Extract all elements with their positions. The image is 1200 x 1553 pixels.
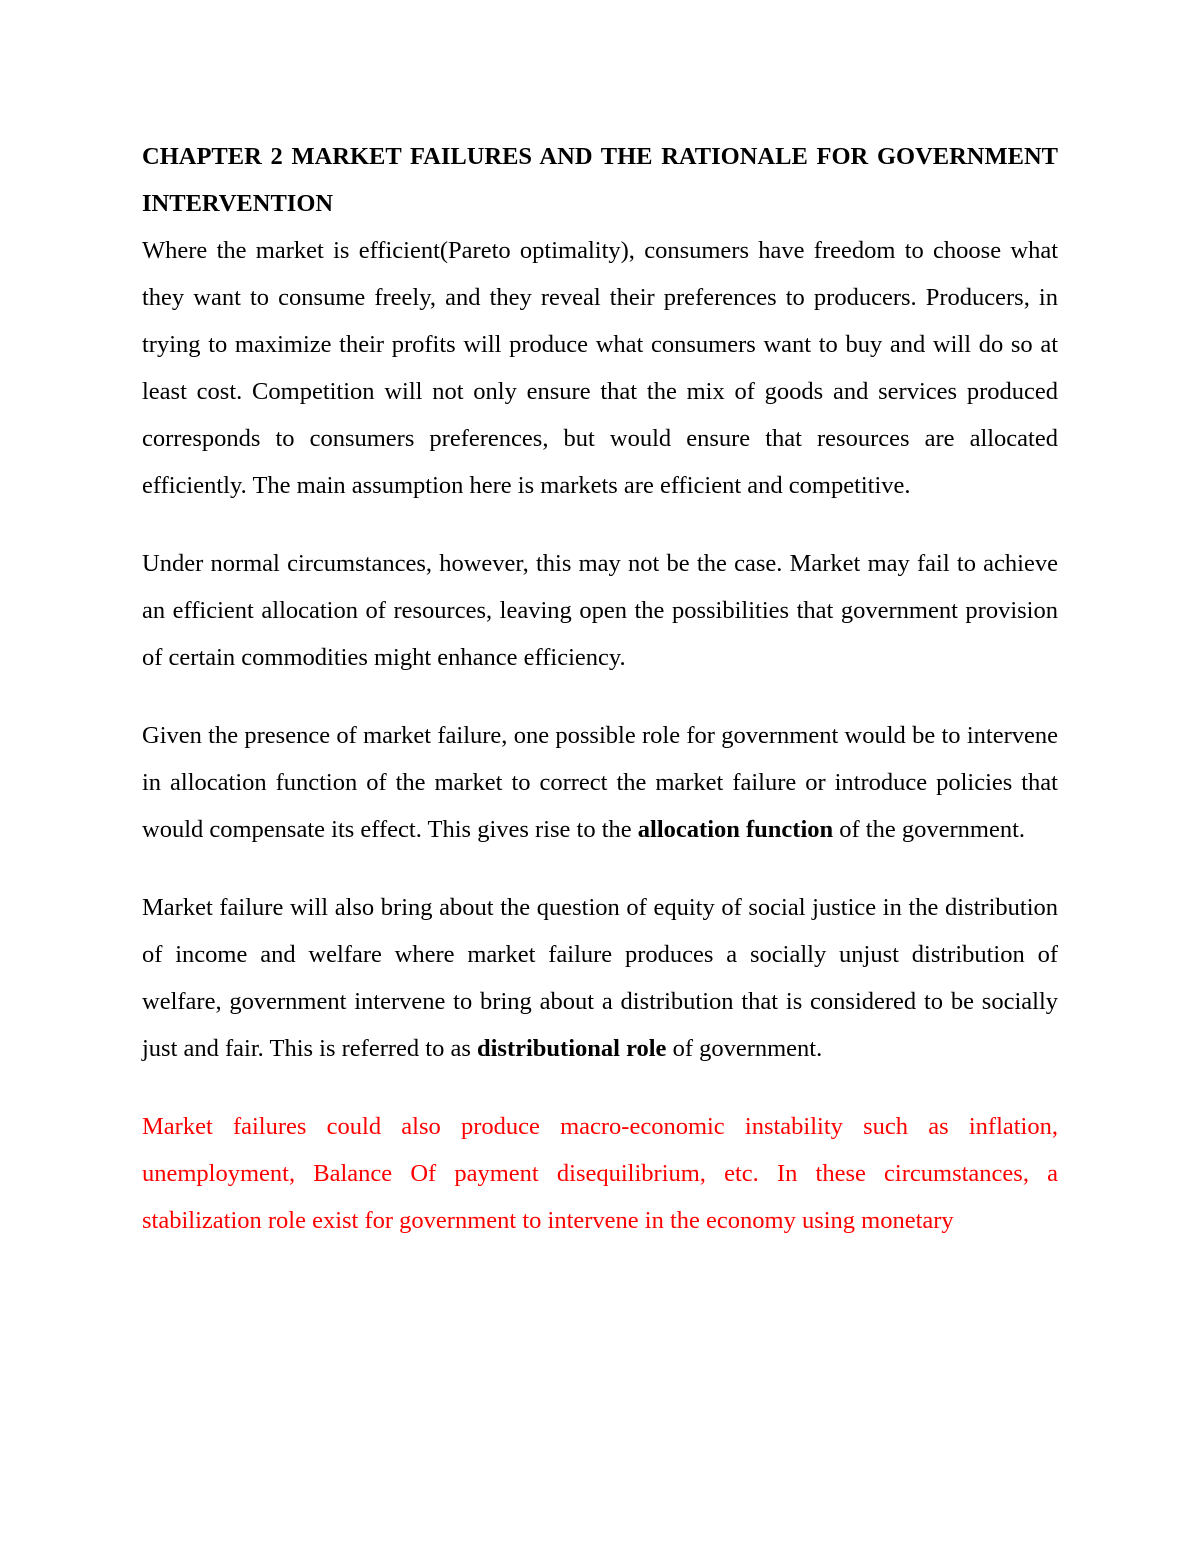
- allocation-function-term: allocation function: [637, 816, 834, 843]
- document-page: [142, 133, 1058, 1244]
- paragraph-stabilization-role: Market failures could also produce macro-economic instability such as inflation, unemployment, Balance Of payment disequilibrium, etc. In these circumstances, a stabilization role exist for government to intervene in the economy using monetary: [142, 1113, 1058, 1234]
- allocation-text-before: Given the presence of market failure, one possible role for government would be to intervene in allocation function of the market to correct the market failure or introduce policies that would compensate its effect. This gives rise to the: [142, 722, 1058, 843]
- distribution-text-before: Market failure will also bring about the question of equity of social justice in the distribution of income and welfare where market failure produces a socially unjust distribution of welfare, government intervene to bring about a distribution that is considered to be socially just and fair. This is referred to as: [142, 894, 1058, 1062]
- paragraph-efficient-market: Where the market is efficient(Pareto optimality), consumers have freedom to choose what they want to consume freely, and they reveal their preferences to producers. Producers, in trying to maximize their profits will produce what consumers want to buy and will do so at least cost. Competition will not only ensure that the mix of goods and services produced corresponds to consumers preferences, but would ensure that resources are allocated efficiently. The main assumption here is markets are efficient and competitive.: [142, 237, 1058, 499]
- paragraph-distributional-role: [142, 884, 1058, 1072]
- allocation-text-after: of the government.: [833, 816, 1026, 843]
- chapter-title: CHAPTER 2 MARKET FAILURES AND THE RATIONALE FOR GOVERNMENT INTERVENTION: [142, 143, 1058, 217]
- paragraph-market-may-fail: Under normal circumstances, however, this may not be the case. Market may fail to achieve an efficient allocation of resources, leaving open the possibilities that government provision of certain commodities might enhance efficiency.: [142, 550, 1058, 671]
- distributional-role-term: distributional role: [476, 1035, 667, 1062]
- distribution-text-after: of government.: [666, 1035, 823, 1062]
- paragraph-allocation-function: [142, 712, 1058, 853]
